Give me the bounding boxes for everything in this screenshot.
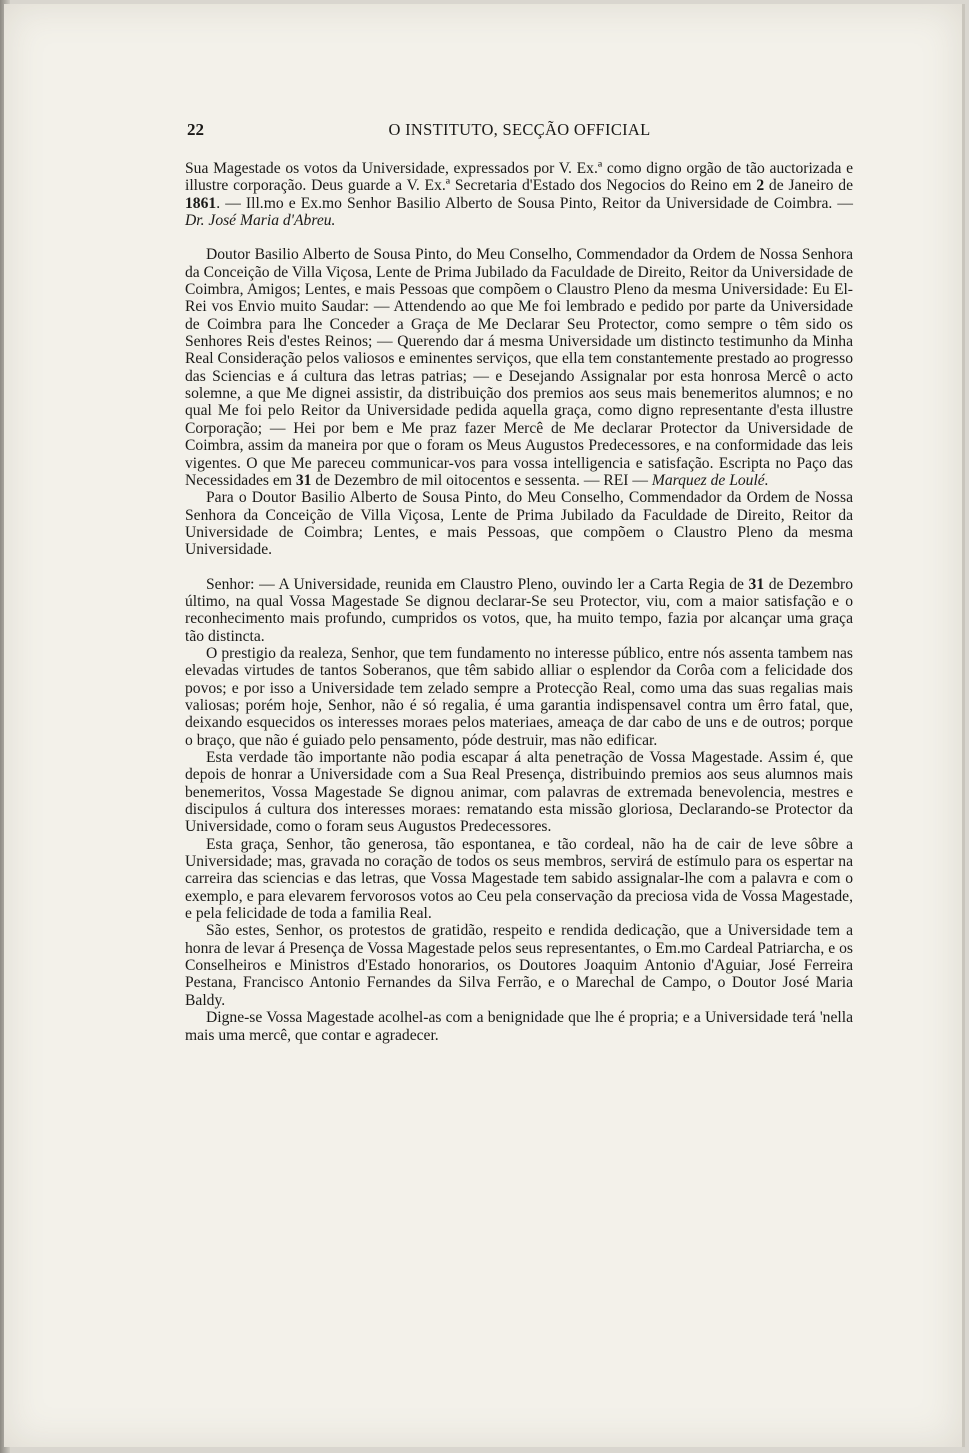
signature: Dr. José Maria d'Abreu.: [185, 212, 336, 230]
paragraph-closing-letter: Sua Magestade os votos da Universidade, expressados por V. Ex.ª como digno orgão de tão auctorizada e illustre corporação. Deus guarde a V. Ex.ª Secretaria d'Estado dos Negocios do Reino em 2 de Janeiro de 1861. — Ill.mo e Ex.mo Senhor Basilio Alberto de Sousa Pinto, Reitor da Universidade de Coimbra. — Dr. José Maria d'Abreu.: [185, 160, 853, 230]
date-day: 31: [748, 575, 765, 593]
signature: Marquez de Loulé.: [651, 471, 769, 489]
page-number: 22: [187, 120, 204, 139]
paragraph-grace: Esta graça, Senhor, tão generosa, tão espontanea, e tão cordeal, não ha de cair de leve sôbre a Universidade; mas, gravada no coração de todos os seus membros, servirá de estímulo para os espertar na carreira das sciencias e das letras, que Vossa Magestade tem sabido assignalar-lhe com a palavra e com o exemplo, e para elevarem fervorosos votos ao Ceu pela conservação da preciosa vida de Vossa Magestade, e pela felicidade de toda a familia Real.: [185, 835, 853, 923]
text-body: [185, 160, 853, 1044]
paragraph-prestige: O prestigio da realeza, Senhor, que tem fundamento no interesse público, entre nós assenta tambem nas elevadas virtudes de tantos Soberanos, que têm sabido alliar o esplendor da Corôa com a felicidade dos povos; e por isso a Universidade tem zelado sempre a Protecção Real, como uma das suas regalias mais valiosas; porém hoje, Senhor, não é só regalia, é uma garantia indispensavel contra um êrro fatal, que, deixando esquecidos os interesses moraes pelos materiaes, ameaça de dar cabo de uns e de outros; porque o braço, que não é guiado pelo pensamento, póde destruir, mas não edificar.: [185, 644, 853, 749]
document-page: [4, 4, 965, 1447]
page-header: [187, 120, 852, 146]
paragraph-reply: Senhor: — A Universidade, reunida em Claustro Pleno, ouvindo ler a Carta Regia de 31 de Dezembro último, na qual Vossa Magestade Se dignou declarar-Se seu Protector, viu, com a maior satisfação e o reconhecimento mais profundo, cumpridos os votos, que, ha muito tempo, fazia por alcançar uma graça tão distincta.: [185, 575, 853, 645]
date-day: 2: [756, 177, 765, 195]
date-year: 1861: [185, 194, 217, 212]
running-title: O INSTITUTO, SECÇÃO OFFICIAL: [388, 120, 651, 139]
date-day: 31: [295, 471, 312, 489]
paragraph-royal-letter: Doutor Basilio Alberto de Sousa Pinto, do Meu Conselho, Commendador da Ordem de Nossa Senhora da Conceição de Villa Viçosa, Lente de Prima Jubilado da Faculdade de Direito, Reitor da Universidade de Coimbra, Amigos; Lentes, e mais Pessoas que compõem o Claustro Pleno da mesma Universidade: Eu El-Rei vos Envio muito Saudar: — Attendendo ao que Me foi lembrado e pedido por parte da Universidade de Coimbra para lhe Conceder a Graça de Me Declarar Seu Protector, como sempre o têm sido os Senhores Reis d'estes Reinos; — Querendo dar á mesma Universidade um distincto testimunho da Minha Real Consideração pelos valiosos e eminentes serviços, que ella tem constantemente prestado ao progresso das Sciencias e á cultura das letras patrias; — e Desejando Assignalar por esta honrosa Mercê o acto solemne, a que Me dignei assistir, da distribuição dos premios aos seus mais benemeritos alumnos; e no qual Me foi pelo Reitor da Universidade pedida aquella graça, como digno representante d'esta illustre Corporação; — Hei por bem e Me praz fazer Mercê de Me declarar Protector da Universidade de Coimbra, assim da maneira por que o foram os Meus Augustos Predecessores, e na conformidade das leis vigentes. O que Me pareceu communicar-vos para vossa intelligencia e satisfação. Escripta no Paço das Necessidades em 31 de Dezembro de mil oitocentos e sessenta. — REI — Marquez de Loulé.: [185, 246, 853, 489]
paragraph-address: Para o Doutor Basilio Alberto de Sousa Pinto, do Meu Conselho, Commendador da Ordem de Nossa Senhora da Conceição de Villa Viçosa, Lente de Prima Jubilado da Faculdade de Direito, Reitor da Universidade de Coimbra; Lentes, e mais Pessoas, que compõem o Claustro Pleno da mesma Universidade.: [185, 489, 853, 559]
paragraph-truth: Esta verdade tão importante não podia escapar á alta penetração de Vossa Magestade. Assim é, que depois de honrar a Universidade com a Sua Real Presença, distribuindo premios aos seus alumnos mais benemeritos, Vossa Magestade Se dignou animar, com palavras de extremada benevolencia, mestres e discipulos á cultura dos interesses moraes: rematando esta missão gloriosa, Declarando-se Protector da Universidade, como o foram seus Augustos Predecessores.: [185, 749, 853, 836]
paragraph-protests: São estes, Senhor, os protestos de gratidão, respeito e rendida dedicação, que a Universidade tem a honra de levar á Presença de Vossa Magestade pelos seus representantes, o Em.mo Cardeal Patriarcha, e os Conselheiros e Ministros d'Estado honorarios, os Doutores Joaquim Antonio d'Aguiar, José Ferreira Pestana, Francisco Antonio Fernandes da Silva Ferrão, e o Marechal de Campo, o Doutor José Maria Baldy.: [185, 922, 853, 1009]
paragraph-closing: Digne-se Vossa Magestade acolhel-as com a benignidade que lhe é propria; e a Universidade terá 'nella mais uma mercê, que contar e agradecer.: [185, 1009, 853, 1044]
